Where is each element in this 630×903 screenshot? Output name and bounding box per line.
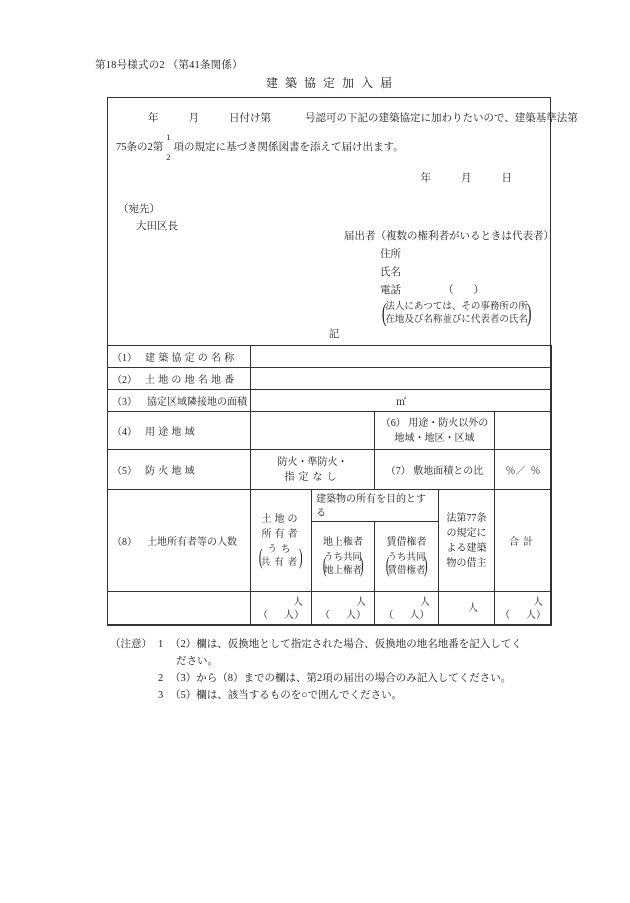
row4-value-cell[interactable] xyxy=(251,412,375,450)
row1-label-cell xyxy=(108,346,251,368)
paren-open: （ xyxy=(258,609,268,621)
row6-number: （6） xyxy=(380,417,406,429)
submitter-tel-label: 電話 xyxy=(380,285,401,296)
col-lease-sub xyxy=(379,552,434,578)
page-title: 建築協定加入届 xyxy=(265,76,399,90)
col-superficies-sub-line-2: 地上権者 xyxy=(323,566,362,576)
paren-close: 人） xyxy=(346,609,366,621)
submitter-title: 届出者（複数の権利者がいるときは代表者） xyxy=(344,231,554,242)
corporation-note-line-1: 法人にあつては、その事務所の所 xyxy=(385,302,528,312)
paren-open: （ xyxy=(320,609,330,621)
row6-label-line-2: 地域・地区・区域 xyxy=(394,432,475,444)
footnote-2-text: （3）から（8）までの欄は、第2項の届出の場合のみ記入してください。 xyxy=(170,673,512,684)
row3-label-cell xyxy=(108,390,251,412)
count-superficies[interactable] xyxy=(312,592,375,626)
submitter-name-row xyxy=(380,264,554,279)
form-id-label: 第18号様式の2 （第41条関係） xyxy=(95,60,243,71)
paren-close: 人） xyxy=(409,609,430,621)
col-land-owner-line-2: 所有者 xyxy=(261,528,301,540)
tel-paren-close: ） xyxy=(473,285,484,296)
intro-year: 年 xyxy=(148,113,159,124)
row5-options-cell[interactable] xyxy=(251,450,375,490)
form-table xyxy=(107,345,552,626)
col-building-purpose-head: 建築物の所有を目的とする xyxy=(312,490,439,522)
count-lease-paren xyxy=(379,609,434,622)
paren-left-icon: ( xyxy=(322,552,327,577)
count-total-paren xyxy=(499,609,547,622)
row3-number: （3） xyxy=(112,397,137,408)
paren-close: 人） xyxy=(526,609,546,621)
paren-right-icon: ) xyxy=(423,552,427,577)
col-land-owner-head xyxy=(251,490,312,592)
row4-number: （4） xyxy=(112,427,137,438)
table-row-4 xyxy=(108,412,552,450)
row8-count-spacer xyxy=(108,592,251,626)
submitter-tel-row xyxy=(380,282,554,297)
tel-paren-open: （ xyxy=(443,285,454,296)
count-article77[interactable] xyxy=(439,592,495,626)
col-total-label: 合計 xyxy=(509,537,537,548)
count-total-unit: 人 xyxy=(533,596,544,608)
row7-value-cell[interactable] xyxy=(495,450,552,490)
col-lease-head xyxy=(375,522,439,592)
addressee-label: （宛先） xyxy=(118,204,160,215)
footnotes-header: （注意） xyxy=(110,639,152,650)
row7-ratio-a: ％／ xyxy=(505,466,526,477)
submitter-address-label: 住所 xyxy=(380,249,401,260)
form-frame xyxy=(107,97,578,625)
row4-label-cell xyxy=(108,412,251,450)
footnote-item-2 xyxy=(110,670,580,687)
col-lease-sub-line-1: うち共同 xyxy=(387,553,426,563)
corporation-note xyxy=(380,301,554,327)
fraction-numerator: 1 xyxy=(166,132,171,142)
row3-label: 協定区域隣接地の面積 xyxy=(147,397,247,408)
footnote-1-continuation: ださい。 xyxy=(176,656,218,667)
col-land-owner-sub-line-1: うち xyxy=(267,544,295,555)
table-row-8-counts xyxy=(108,592,552,626)
count-lease[interactable] xyxy=(375,592,439,626)
row1-value-cell[interactable] xyxy=(251,346,552,368)
count-land-owner-unit: 人 xyxy=(293,596,303,608)
footnote-2-number: 2 xyxy=(158,673,164,684)
count-lease-unit: 人 xyxy=(420,596,430,608)
row7-ratio-b: ％ xyxy=(530,466,541,477)
row3-unit: ㎡ xyxy=(396,397,406,408)
col-land-owner-sub-line-2: 共有者 xyxy=(260,557,302,568)
date-year-label: 年 xyxy=(420,173,431,184)
row6-value-cell[interactable] xyxy=(495,412,552,450)
paren-close: 人） xyxy=(284,609,304,621)
count-land-owner[interactable] xyxy=(251,592,312,626)
row5-options-line-2: 指定なし xyxy=(284,471,341,483)
col-superficies-sub-line-1: うち共同 xyxy=(323,553,362,563)
intro-article: 75条の2第 xyxy=(116,141,164,153)
date-day-label: 日 xyxy=(501,173,512,184)
ki-marker: 記 xyxy=(328,329,340,340)
row5-label-cell xyxy=(108,450,251,490)
submitter-address-row xyxy=(380,246,554,261)
corporation-note-text xyxy=(385,301,528,327)
count-total[interactable] xyxy=(495,592,552,626)
table-row-2 xyxy=(108,368,552,390)
row8-label-cell xyxy=(108,490,251,592)
intro-month: 月 xyxy=(188,113,199,124)
paren-open: （ xyxy=(500,609,510,621)
col-land-owner-line-1: 土地の xyxy=(261,513,301,525)
table-row-1 xyxy=(108,346,552,368)
row5-label: 防火地域 xyxy=(145,466,198,477)
col-superficies-head xyxy=(312,522,375,592)
footnote-1-text: （2）欄は、仮換地として指定された場合、仮換地の地名地番を記入してく xyxy=(170,639,522,650)
date-month-label: 月 xyxy=(461,173,472,184)
brace-right-icon: ) xyxy=(526,300,532,328)
count-article77-unit: 人 xyxy=(468,603,478,614)
col-superficies-sub xyxy=(316,552,370,578)
row7-label-cell xyxy=(375,450,495,490)
footnote-3-number: 3 xyxy=(158,690,164,701)
paren-right-icon: ) xyxy=(359,552,364,577)
brace-left-icon: ( xyxy=(381,300,387,328)
col-lease-sub-line-2: 賃借権者 xyxy=(387,566,426,576)
row2-value-cell[interactable] xyxy=(251,368,552,390)
paren-right-icon: ) xyxy=(299,543,303,569)
intro-date-suffix: 日付け第 xyxy=(229,113,271,124)
row7-label: 敷地面積との比 xyxy=(413,466,484,477)
count-land-owner-paren xyxy=(255,609,307,622)
col-lease-title: 賃借権者 xyxy=(386,537,427,548)
col-article77-head xyxy=(439,490,495,592)
row1-number: （1） xyxy=(112,353,137,364)
count-superficies-unit: 人 xyxy=(356,596,366,608)
footnote-item-1 xyxy=(110,636,580,653)
table-row-8-header xyxy=(108,490,552,522)
footnotes xyxy=(110,636,580,704)
col-article77-line-1: 法第77条 xyxy=(446,512,487,524)
row2-number: （2） xyxy=(112,375,137,386)
row8-number: （8） xyxy=(112,537,137,548)
footnote-item-3 xyxy=(110,687,580,704)
submission-date-line xyxy=(108,170,552,185)
footnote-3-text: （5）欄は、該当するものを○で囲んでください。 xyxy=(170,690,403,701)
intro-rest: 号認可の下記の建築協定に加わりたいので、建築基準法第 xyxy=(305,113,578,124)
clause-fraction xyxy=(166,132,171,162)
count-superficies-paren xyxy=(316,609,370,622)
row5-number: （5） xyxy=(112,466,137,477)
row4-label: 用途地域 xyxy=(145,427,198,438)
intro-line-2 xyxy=(116,132,404,162)
paren-open: （ xyxy=(383,609,394,621)
row5-options-line-1: 防火・準防火・ xyxy=(277,456,348,468)
row2-label: 土地の地名地番 xyxy=(145,375,238,386)
col-superficies-title: 地上権者 xyxy=(323,537,363,548)
footnote-1-number: 1 xyxy=(158,639,164,650)
col-total-head xyxy=(495,490,552,592)
row8-label: 土地所有者等の人数 xyxy=(147,537,237,548)
row7-number: （7） xyxy=(385,466,411,477)
row6-label-line-1: 用途・防火以外の xyxy=(408,417,489,429)
corporation-note-line-2: 在地及び名称並びに代表者の氏名 xyxy=(385,315,528,325)
row1-label: 建築協定の名称 xyxy=(145,353,238,364)
fraction-denominator: 2 xyxy=(166,151,171,162)
intro-line-1 xyxy=(108,110,578,125)
submitter-name-label: 氏名 xyxy=(380,267,401,278)
col-land-owner-sub xyxy=(255,544,307,570)
col-article77-line-3: よる建築 xyxy=(446,542,487,554)
row6-label-cell xyxy=(375,412,495,450)
addressee-name: 大田区長 xyxy=(136,221,178,232)
table-row-3 xyxy=(108,390,552,412)
row3-value-cell[interactable] xyxy=(251,390,552,412)
col-article77-line-2: の規定に xyxy=(446,527,487,539)
paren-left-icon: ( xyxy=(385,552,390,577)
intro-tail: 項の規定に基づき関係図書を添えて届け出ます。 xyxy=(173,141,404,153)
submitter-block xyxy=(344,228,554,327)
table-row-5 xyxy=(108,450,552,490)
col-article77-line-4: 物の借主 xyxy=(446,557,487,569)
row2-label-cell xyxy=(108,368,251,390)
paren-left-icon: ( xyxy=(259,543,263,569)
